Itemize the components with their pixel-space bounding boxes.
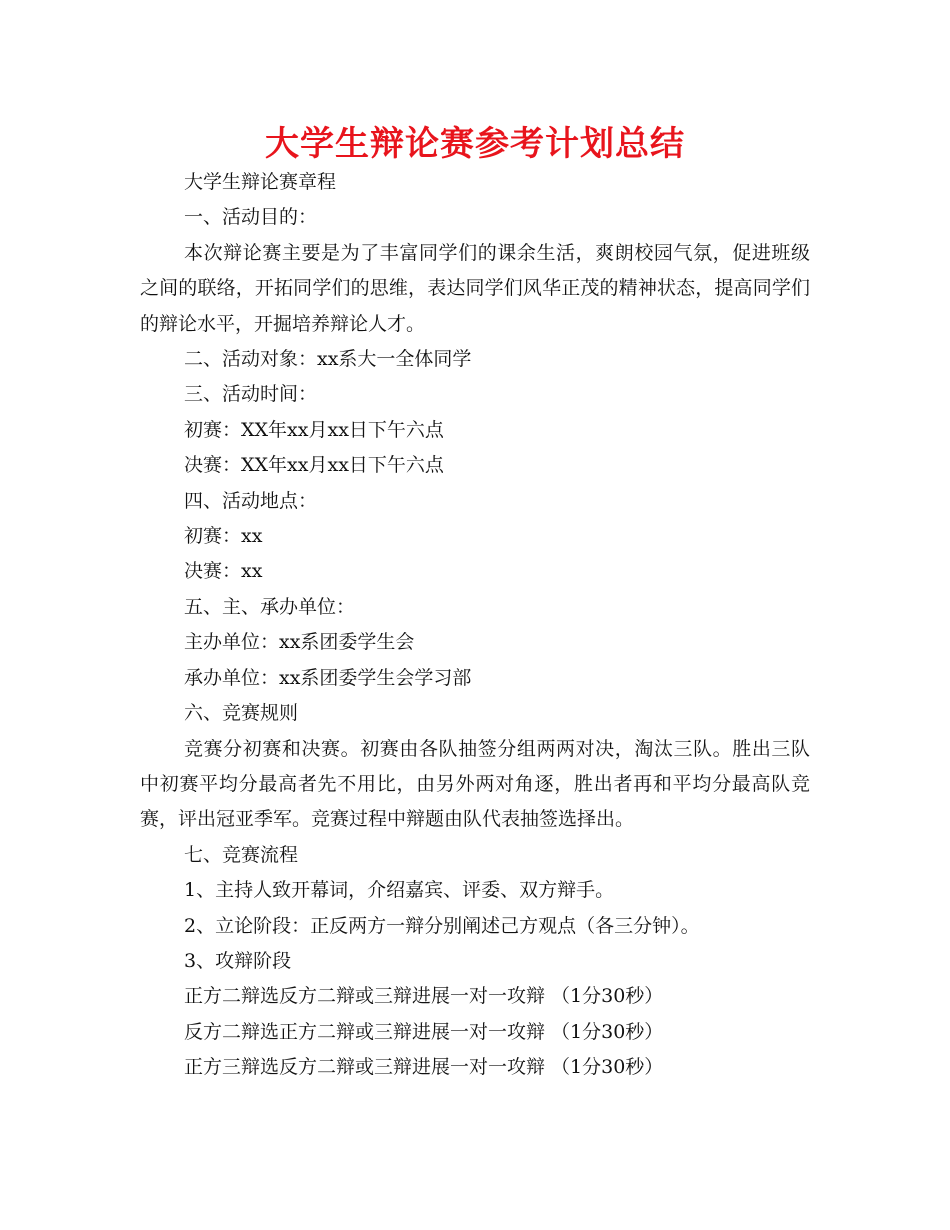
paragraph-organizer: 承办单位：xx系团委学生会学习部 [184,666,472,689]
paragraph-section-2: 二、活动对象：xx系大一全体同学 [184,348,472,371]
paragraph-section-4: 四、活动地点： [184,489,318,512]
paragraph-step-3: 3、攻辩阶段 [184,949,292,972]
paragraph-prelim-venue: 初赛：xx [184,525,263,548]
paragraph-section-6: 六、竞赛规则 [184,702,299,725]
paragraph-cross-3: 正方三辩选反方二辩或三辩进展一对一攻辩 （1分30秒） [184,1056,664,1079]
paragraph-cross-1: 正方二辩选反方二辩或三辩进展一对一攻辩 （1分30秒） [184,985,664,1008]
paragraph-step-1: 1、主持人致开幕词，介绍嘉宾、评委、双方辩手。 [184,879,615,902]
paragraph-final-venue: 决赛：xx [184,560,263,583]
document-title: 大学生辩论赛参考计划总结 [265,124,685,164]
paragraph-section-3: 三、活动时间： [184,383,318,406]
paragraph-step-2: 2、立论阶段：正反两方一辩分别阐述己方观点（各三分钟）。 [184,914,700,937]
paragraph-prelim-time: 初赛：XX年xx月xx日下午六点 [184,418,444,441]
paragraph-host: 主办单位：xx系团委学生会 [184,631,415,654]
paragraph-rules: 竞赛分初赛和决赛。初赛由各队抽签分组两两对决，淘汰三队。胜出三队中初赛平均分最高者先不用比，由另外两对角逐，胜出者再和平均分最高队竞赛，评出冠亚季军。竞赛过程中辩题由队代表抽签选择出。 [140,737,810,831]
document-body [140,165,810,1086]
paragraph-section-7: 七、竞赛流程 [184,843,299,866]
paragraph-cross-2: 反方二辩选正方二辩或三辩进展一对一攻辩 （1分30秒） [184,1020,664,1043]
paragraph-section-1: 一、活动目的： [184,206,318,229]
paragraph-section-5: 五、主、承办单位： [184,595,356,618]
paragraph-purpose: 本次辩论赛主要是为了丰富同学们的课余生活，爽朗校园气氛，促进班级之间的联络，开拓同学们的思维，表达同学们风华正茂的精神状态，提高同学们的辩论水平，开掘培养辩论人才。 [140,241,810,335]
paragraph-heading: 大学生辩论赛章程 [184,171,337,193]
paragraph-final-time: 决赛：XX年xx月xx日下午六点 [184,454,444,477]
